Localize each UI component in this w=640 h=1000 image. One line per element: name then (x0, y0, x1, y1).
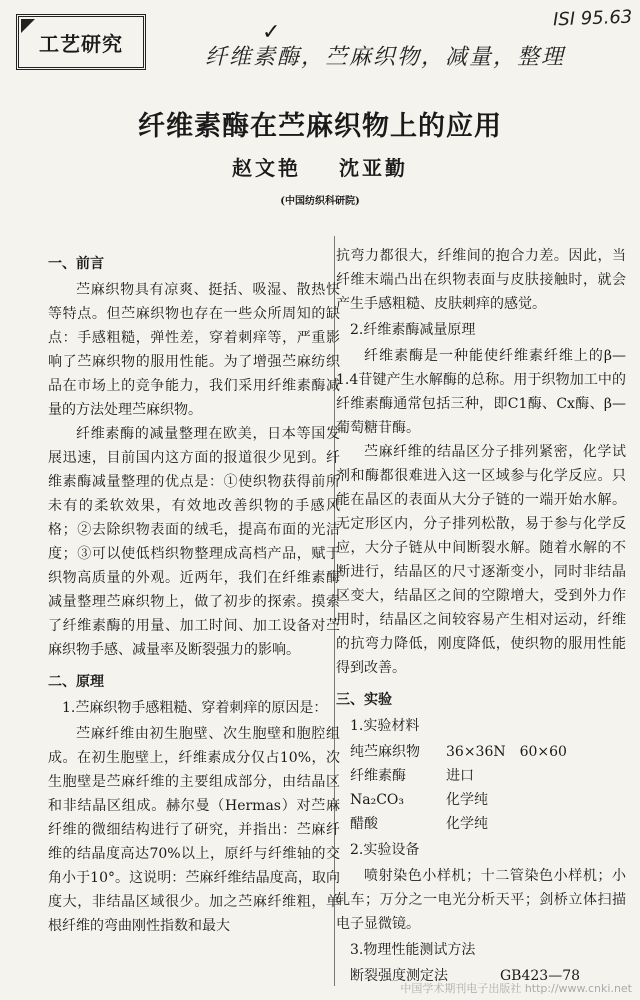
watermark: 中国学术期刊电子出版社 http://www.cnki.net (400, 982, 632, 995)
section-label: 工艺研究 (39, 31, 123, 56)
material-row (336, 740, 626, 764)
material-row (336, 812, 626, 836)
material-spec: 化学纯 (446, 792, 488, 808)
paragraph: 苎麻织物具有凉爽、挺括、吸湿、散热快等特点。但苎麻织物也存在一些众所周知的缺点：手感粗糙，弹性差，穿着刺痒等，严重影响了苎麻织物的服用性能。为了增强苎麻纺织品在市场上的竞争能力，我们采用纤维素酶减量的方法处理苎麻织物。 (48, 282, 340, 418)
material-row (336, 788, 626, 812)
paragraph: 纤维素酶的减量整理在欧美，日本等国发展迅速，目前国内这方面的报道很少见到。纤维素酶减量整理的优点是：①使织物获得前所未有的柔软效果，有效地改善织物的手感风格；②去除织物表面的绒毛，提高布面的光洁度；③可以使低档织物整理成高档产品，赋于织物高质量的外观。近两年，我们在纤维素酶减量整理苎麻织物上，做了初步的探索。摸索了纤维素酶的用量、加工时间、加工设备对苎麻织物手感、减量率及断裂强力的影响。 (48, 426, 340, 658)
article-title: 纤维素酶在苎麻织物上的应用 (138, 111, 502, 142)
author-name: 赵文艳 (232, 156, 302, 180)
material-spec: 化学纯 (446, 816, 488, 832)
right-column (336, 244, 626, 988)
paragraph: 苎麻纤维的结晶区分子排列紧密，化学试剂和酶都很难进入这一区域参与化学反应。只能在晶区的表面从大分子链的一端开始水解。无定形区内，分子排列松散，易于参与化学反应，大分子链从中间断裂水解。随着水解的不断进行，结晶区的尺寸逐渐变小，同时非结晶区变大，结晶区之间的空隙增大，受到外力作用时，结晶区之间较容易产生相对运动，纤维的抗弯力降低，刚度降低，使织物的服用性能得到改善。 (336, 444, 626, 676)
material-row (336, 764, 626, 788)
subheading: 2.实验设备 (350, 842, 420, 858)
material-spec: 进口 (446, 768, 474, 784)
section-heading: 二、原理 (48, 674, 104, 690)
subheading: 1.苎麻织物手感粗糙、穿着刺痒的原因是： (62, 700, 328, 716)
paragraph: 苎麻纤维由初生胞壁、次生胞壁和胞腔组成。在初生胞壁上，纤维素成分仅占10%，次生胞壁是苎麻纤维的主要组成部分，由结晶区和非结晶区组成。赫尔曼（Hermas）对苎麻纤维的微细结构进行了研究，并指出：苎麻纤维的结晶度高达70%以上，原纤与纤维轴的交角小于10°。这说明：苎麻纤维结晶度高，取向度大，非结晶区域很少。加之苎麻纤维粗，单根纤维的弯曲刚性指数和最大 (48, 726, 340, 934)
subheading: 1.实验材料 (350, 718, 420, 734)
material-name: 纯苎麻织物 (350, 744, 420, 760)
handwritten-keywords: 纤维素酶，苎麻织物，减量，整理 (205, 45, 566, 70)
paragraph: 抗弯力都很大，纤维间的抱合力差。因此，当纤维末端凸出在织物表面与皮肤接触时，就会产生手感粗糙、皮肤刺痒的感觉。 (336, 248, 626, 312)
checkmark-icon: ✓ (262, 20, 281, 45)
handwritten-reference: ISI 95.63 (552, 6, 633, 31)
section-heading: 一、前言 (48, 256, 104, 272)
paragraph: 喷射染色小样机；十二管染色小样机；小轧车；万分之一电光分析天平；剑桥立体扫描电子显微镜。 (336, 868, 626, 932)
material-name: Na₂CO₃ (350, 792, 405, 808)
left-column (48, 244, 340, 938)
authors (0, 152, 640, 181)
material-spec: 36×36N 60×60 (446, 744, 567, 760)
affiliation: (中国纺织科研院) (280, 196, 360, 207)
section-label-box (16, 14, 146, 70)
paragraph: 纤维素酶是一种能使纤维素纤维上的β—1.4苷键产生水解酶的总称。用于织物加工中的纤维素酶通常包括三种，即C1酶、Cx酶、β—葡萄糖苷酶。 (336, 348, 626, 436)
subheading: 2.纤维素酶减量原理 (350, 322, 476, 338)
test-name: 断裂强度测定法 (350, 968, 448, 984)
material-name: 醋酸 (350, 816, 378, 832)
corner-decoration (21, 19, 35, 33)
material-name: 纤维素酶 (350, 768, 406, 784)
subheading: 3.物理性能测试方法 (350, 942, 476, 958)
test-standard: GB423—78 (500, 968, 581, 984)
section-heading: 三、实验 (336, 692, 392, 708)
author-name: 沈亚勤 (338, 156, 408, 180)
